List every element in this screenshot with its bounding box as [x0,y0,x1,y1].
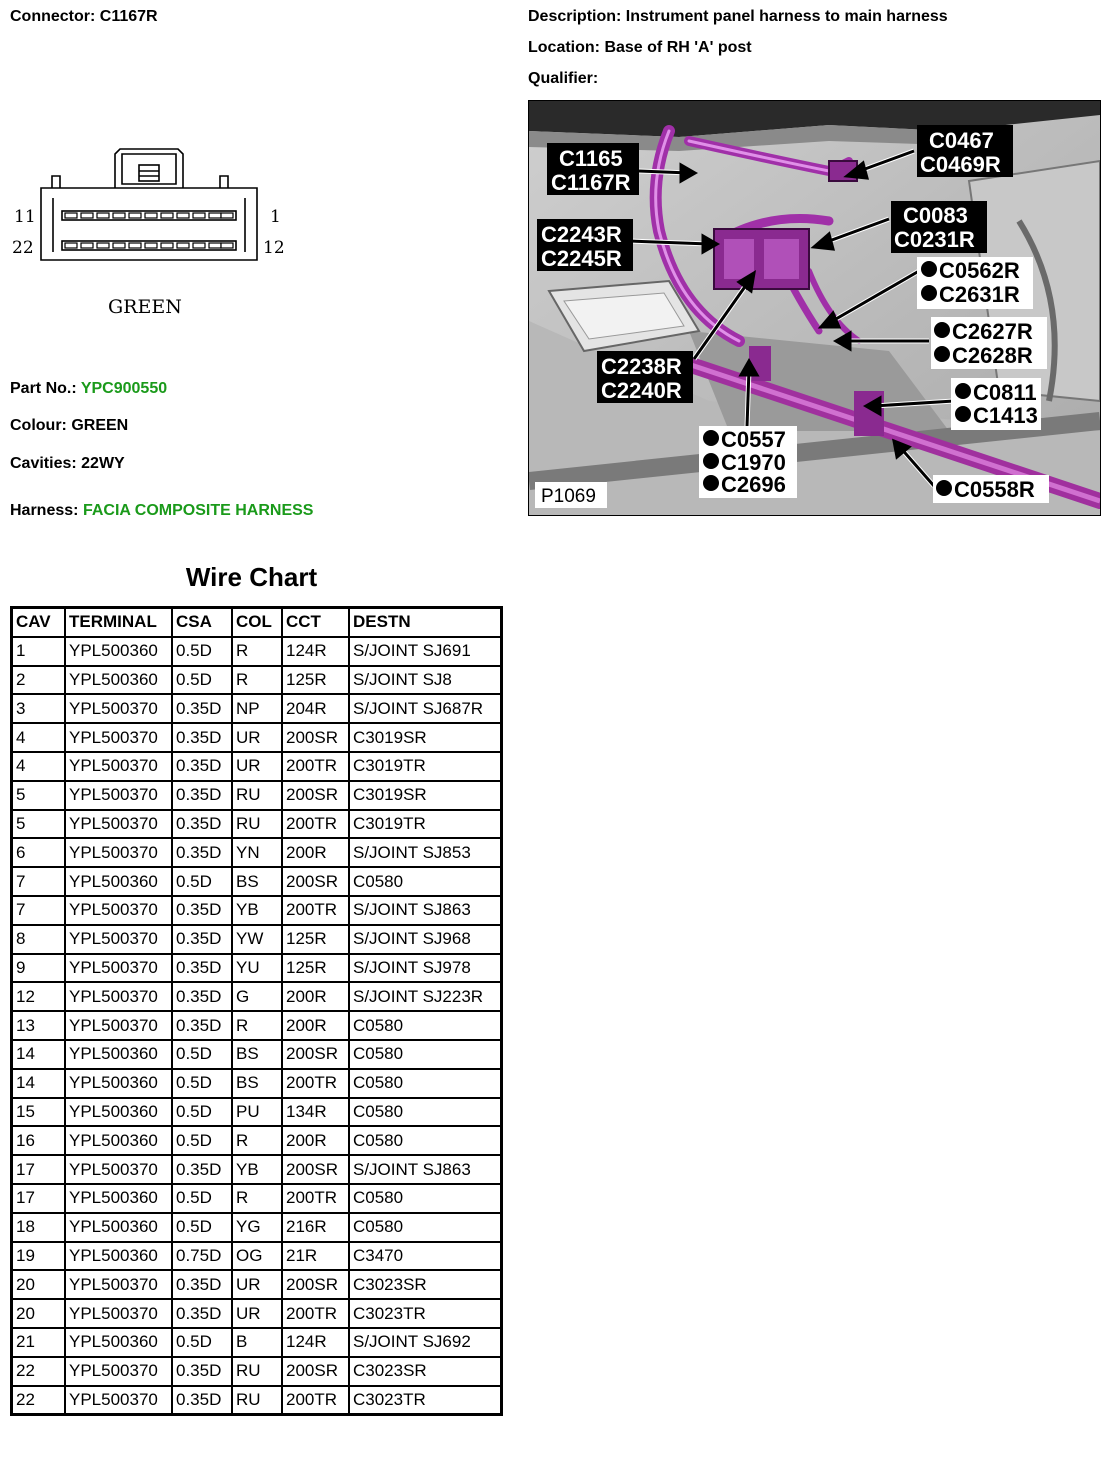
cell-cav: 17 [12,1184,65,1213]
table-row [12,1040,501,1069]
photo-label-c2628r: C2628R [952,343,1033,368]
cell-col: YW [232,925,282,954]
photo-label-c1413: C1413 [973,403,1038,428]
cell-cav: 14 [12,1069,65,1098]
location-label: Location: [528,39,600,56]
cell-destn[interactable]: S/JOINT SJ978 [349,954,501,983]
cell-destn[interactable]: C3023TR [349,1299,501,1328]
cell-csa: 0.5D [172,1098,232,1127]
cell-csa: 0.5D [172,1184,232,1213]
cell-terminal[interactable]: YPL500370 [65,896,172,925]
cell-cav: 8 [12,925,65,954]
cell-cct: 200TR [282,1184,349,1213]
cell-cav: 6 [12,838,65,867]
table-row [12,1386,501,1415]
cell-col: UR [232,752,282,781]
cell-cav: 14 [12,1040,65,1069]
photo-label-c2243r: C2243R [541,222,622,247]
cell-terminal[interactable]: YPL500360 [65,867,172,896]
cell-terminal[interactable]: YPL500370 [65,781,172,810]
table-row [12,1270,501,1299]
description-value: Instrument panel harness to main harness [625,8,948,25]
cell-destn[interactable]: S/JOINT SJ853 [349,838,501,867]
part-no-link[interactable]: YPC900550 [80,380,168,397]
table-row [12,723,501,752]
cell-csa: 0.75D [172,1242,232,1271]
photo-label-c2240r: C2240R [601,378,682,403]
cell-cct: 200R [282,1011,349,1040]
cell-col: RU [232,1386,282,1415]
cell-destn[interactable]: C3023SR [349,1357,501,1386]
cell-cct: 200SR [282,1270,349,1299]
table-row [12,1299,501,1328]
cell-terminal[interactable]: YPL500360 [65,1328,172,1357]
connector-field [10,8,158,26]
cell-destn[interactable]: S/JOINT SJ223R [349,982,501,1011]
cell-terminal[interactable]: YPL500370 [65,1155,172,1184]
photo-id: P1069 [541,486,596,507]
cell-cav: 4 [12,752,65,781]
wire-chart-header-row [12,608,501,637]
cell-terminal[interactable]: YPL500370 [65,982,172,1011]
cell-cct: 204R [282,694,349,723]
cell-cav: 22 [12,1357,65,1386]
cell-cav: 20 [12,1299,65,1328]
cell-destn[interactable]: C3019TR [349,752,501,781]
cell-terminal[interactable]: YPL500370 [65,954,172,983]
cell-destn[interactable]: S/JOINT SJ863 [349,896,501,925]
cell-cav: 15 [12,1098,65,1127]
table-row [12,1098,501,1127]
cell-csa: 0.5D [172,867,232,896]
cell-destn[interactable]: C3023SR [349,1270,501,1299]
cell-csa: 0.35D [172,1299,232,1328]
harness-link[interactable]: FACIA COMPOSITE HARNESS [82,502,314,519]
table-row [12,810,501,839]
cell-csa: 0.35D [172,954,232,983]
table-row [12,666,501,695]
cell-col: OG [232,1242,282,1271]
cell-terminal[interactable]: YPL500370 [65,723,172,752]
cell-cav: 9 [12,954,65,983]
cell-cav: 12 [12,982,65,1011]
cell-destn[interactable]: S/JOINT SJ687R [349,694,501,723]
cell-cct: 125R [282,954,349,983]
cell-csa: 0.35D [172,1270,232,1299]
cell-col: G [232,982,282,1011]
cell-col: RU [232,781,282,810]
header-cav: CAV [12,608,65,637]
cell-cav: 1 [12,637,65,666]
cell-cct: 200TR [282,810,349,839]
cell-cav: 3 [12,694,65,723]
description-field [528,8,948,26]
description-label: Description: [528,8,622,25]
photo-label-c0083: C0083 [903,203,968,228]
cell-cav: 5 [12,781,65,810]
cell-csa: 0.35D [172,838,232,867]
cell-destn[interactable]: C0580 [349,1213,501,1242]
cell-cct: 200R [282,838,349,867]
cell-col: UR [232,1270,282,1299]
wire-chart-body [12,637,501,1415]
cell-col: B [232,1328,282,1357]
cell-terminal[interactable]: YPL500360 [65,1098,172,1127]
pin-label-12: 12 [263,238,285,258]
cell-destn[interactable]: C0580 [349,1184,501,1213]
cavities-label: Cavities: [10,455,77,472]
cell-cct: 200SR [282,1155,349,1184]
cell-col: YB [232,1155,282,1184]
cell-cav: 13 [12,1011,65,1040]
cell-csa: 0.35D [172,723,232,752]
cell-col: R [232,637,282,666]
table-row [12,781,501,810]
photo-label-c0557: C0557 [721,427,786,452]
cell-destn[interactable]: C3023TR [349,1386,501,1415]
cell-csa: 0.35D [172,896,232,925]
cell-cav: 21 [12,1328,65,1357]
cell-cct: 216R [282,1213,349,1242]
cell-cct: 125R [282,925,349,954]
cell-csa: 0.5D [172,1126,232,1155]
cell-terminal[interactable]: YPL500370 [65,838,172,867]
cell-destn[interactable]: S/JOINT SJ691 [349,637,501,666]
photo-label-c0562r: C0562R [939,258,1020,283]
cell-cav: 2 [12,666,65,695]
cell-col: R [232,1126,282,1155]
cell-csa: 0.5D [172,1069,232,1098]
table-row [12,1242,501,1271]
cell-csa: 0.35D [172,781,232,810]
harness-label: Harness: [10,502,79,519]
cell-destn[interactable]: C0580 [349,867,501,896]
cell-cav: 7 [12,896,65,925]
photo-label-c2245r: C2245R [541,246,622,271]
cell-cav: 18 [12,1213,65,1242]
cell-destn[interactable]: C0580 [349,1040,501,1069]
pin-label-11: 11 [14,207,36,227]
cell-col: PU [232,1098,282,1127]
cell-col: BS [232,867,282,896]
photo-label-c2631r: C2631R [939,282,1020,307]
connector-face-drawing [8,140,298,330]
cell-terminal[interactable]: YPL500360 [65,1126,172,1155]
cell-cct: 124R [282,637,349,666]
cell-terminal[interactable]: YPL500370 [65,752,172,781]
cell-terminal[interactable]: YPL500360 [65,666,172,695]
table-row [12,867,501,896]
table-row [12,1357,501,1386]
photo-label-c2627r: C2627R [952,319,1033,344]
cell-cav: 7 [12,867,65,896]
cavities-field [10,455,125,473]
cell-csa: 0.35D [172,1155,232,1184]
cell-terminal[interactable]: YPL500370 [65,1299,172,1328]
qualifier-field [528,70,598,88]
cell-csa: 0.35D [172,810,232,839]
cell-cct: 21R [282,1242,349,1271]
cell-cct: 200TR [282,752,349,781]
cell-csa: 0.35D [172,1386,232,1415]
cell-terminal[interactable]: YPL500370 [65,1357,172,1386]
cell-terminal[interactable]: YPL500360 [65,1213,172,1242]
cell-cct: 200SR [282,1040,349,1069]
cell-terminal[interactable]: YPL500360 [65,1040,172,1069]
cell-col: NP [232,694,282,723]
photo-label-c1167r: C1167R [551,170,631,195]
header-cct: CCT [282,608,349,637]
cell-col: RU [232,810,282,839]
cell-csa: 0.35D [172,752,232,781]
cell-csa: 0.5D [172,1040,232,1069]
header-destn: DESTN [349,608,501,637]
photo-label-c0469r: C0469R [920,152,1001,177]
cell-cct: 200TR [282,896,349,925]
cell-cct: 200SR [282,723,349,752]
cell-cct: 125R [282,666,349,695]
cell-col: YG [232,1213,282,1242]
cell-terminal[interactable]: YPL500370 [65,1270,172,1299]
cell-csa: 0.35D [172,982,232,1011]
cell-col: R [232,1184,282,1213]
cell-cct: 200R [282,982,349,1011]
cell-cct: 200SR [282,781,349,810]
photo-label-c0811: C0811 [973,380,1037,405]
table-row [12,1328,501,1357]
location-field [528,39,752,57]
header-col: COL [232,608,282,637]
table-row [12,637,501,666]
cell-cav: 22 [12,1386,65,1415]
cell-csa: 0.5D [172,637,232,666]
cell-col: YU [232,954,282,983]
qualifier-label: Qualifier: [528,70,599,87]
table-row [12,694,501,723]
cell-terminal[interactable]: YPL500360 [65,1242,172,1271]
table-row [12,1126,501,1155]
cell-destn[interactable]: C0580 [349,1098,501,1127]
cell-col: YB [232,896,282,925]
photo-label-c0231r: C0231R [894,227,975,252]
header-terminal: TERMINAL [65,608,172,637]
cell-csa: 0.35D [172,1357,232,1386]
cell-csa: 0.35D [172,1011,232,1040]
table-row [12,1213,501,1242]
cell-destn[interactable]: C3019SR [349,781,501,810]
cell-csa: 0.35D [172,694,232,723]
cell-terminal[interactable]: YPL500360 [65,1184,172,1213]
cell-terminal[interactable]: YPL500370 [65,925,172,954]
table-row [12,925,501,954]
cell-cav: 16 [12,1126,65,1155]
cell-col: BS [232,1040,282,1069]
table-row [12,982,501,1011]
table-row [12,1011,501,1040]
photo-label-c2696: C2696 [721,472,786,497]
header-csa: CSA [172,608,232,637]
connector-value: C1167R [99,8,158,25]
cell-cav: 20 [12,1270,65,1299]
cell-col: RU [232,1357,282,1386]
cell-col: UR [232,1299,282,1328]
cell-cct: 200SR [282,867,349,896]
cell-csa: 0.5D [172,1328,232,1357]
table-row [12,752,501,781]
table-row [12,1155,501,1184]
cell-cct: 200SR [282,1357,349,1386]
pin-label-1: 1 [270,207,281,227]
location-value: Base of RH 'A' post [604,39,752,56]
cell-col: BS [232,1069,282,1098]
cavities-value: 22WY [81,455,125,472]
table-row [12,896,501,925]
cell-terminal[interactable]: YPL500360 [65,637,172,666]
cell-col: YN [232,838,282,867]
cell-terminal[interactable]: YPL500360 [65,1069,172,1098]
cell-destn[interactable]: C3019TR [349,810,501,839]
cell-col: R [232,666,282,695]
table-row [12,838,501,867]
connector-label: Connector: [10,8,96,25]
colour-field [10,417,128,435]
cell-destn[interactable]: S/JOINT SJ863 [349,1155,501,1184]
photo-label-c2238r: C2238R [601,354,682,379]
wire-chart-table [10,606,503,1416]
cell-cct: 200TR [282,1069,349,1098]
cell-cav: 19 [12,1242,65,1271]
cell-col: R [232,1011,282,1040]
part-no-label: Part No.: [10,380,77,397]
pin-label-22: 22 [12,238,34,258]
cell-cct: 200TR [282,1386,349,1415]
location-photo [528,100,1101,516]
colour-label: Colour: [10,417,67,434]
cell-cct: 200TR [282,1299,349,1328]
cell-cav: 17 [12,1155,65,1184]
cell-col: UR [232,723,282,752]
drawing-colour-label: GREEN [108,296,182,318]
cell-csa: 0.35D [172,925,232,954]
table-row [12,1069,501,1098]
cell-csa: 0.5D [172,666,232,695]
cell-destn[interactable]: C0580 [349,1126,501,1155]
cell-destn[interactable]: C0580 [349,1011,501,1040]
cell-destn[interactable]: C0580 [349,1069,501,1098]
photo-label-c0558r: C0558R [954,477,1035,502]
table-row [12,954,501,983]
cell-destn[interactable]: S/JOINT SJ968 [349,925,501,954]
cell-cct: 200R [282,1126,349,1155]
cell-csa: 0.5D [172,1213,232,1242]
cell-cct: 124R [282,1328,349,1357]
cell-cav: 4 [12,723,65,752]
cell-destn[interactable]: C3019SR [349,723,501,752]
photo-label-c1970: C1970 [721,450,786,475]
colour-value: GREEN [71,417,129,434]
harness-field [10,502,313,520]
cell-terminal[interactable]: YPL500370 [65,694,172,723]
photo-label-c0467: C0467 [929,128,994,153]
cell-terminal[interactable]: YPL500370 [65,810,172,839]
cell-destn[interactable]: S/JOINT SJ8 [349,666,501,695]
cell-destn[interactable]: S/JOINT SJ692 [349,1328,501,1357]
photo-label-c1165: C1165 [559,146,623,171]
cell-terminal[interactable]: YPL500370 [65,1386,172,1415]
cell-cav: 5 [12,810,65,839]
cell-terminal[interactable]: YPL500370 [65,1011,172,1040]
cell-cct: 134R [282,1098,349,1127]
location-illustration [529,101,1100,515]
table-row [12,1184,501,1213]
part-no-field [10,380,167,398]
cell-destn[interactable]: C3470 [349,1242,501,1271]
wire-chart-title: Wire Chart [185,562,318,592]
